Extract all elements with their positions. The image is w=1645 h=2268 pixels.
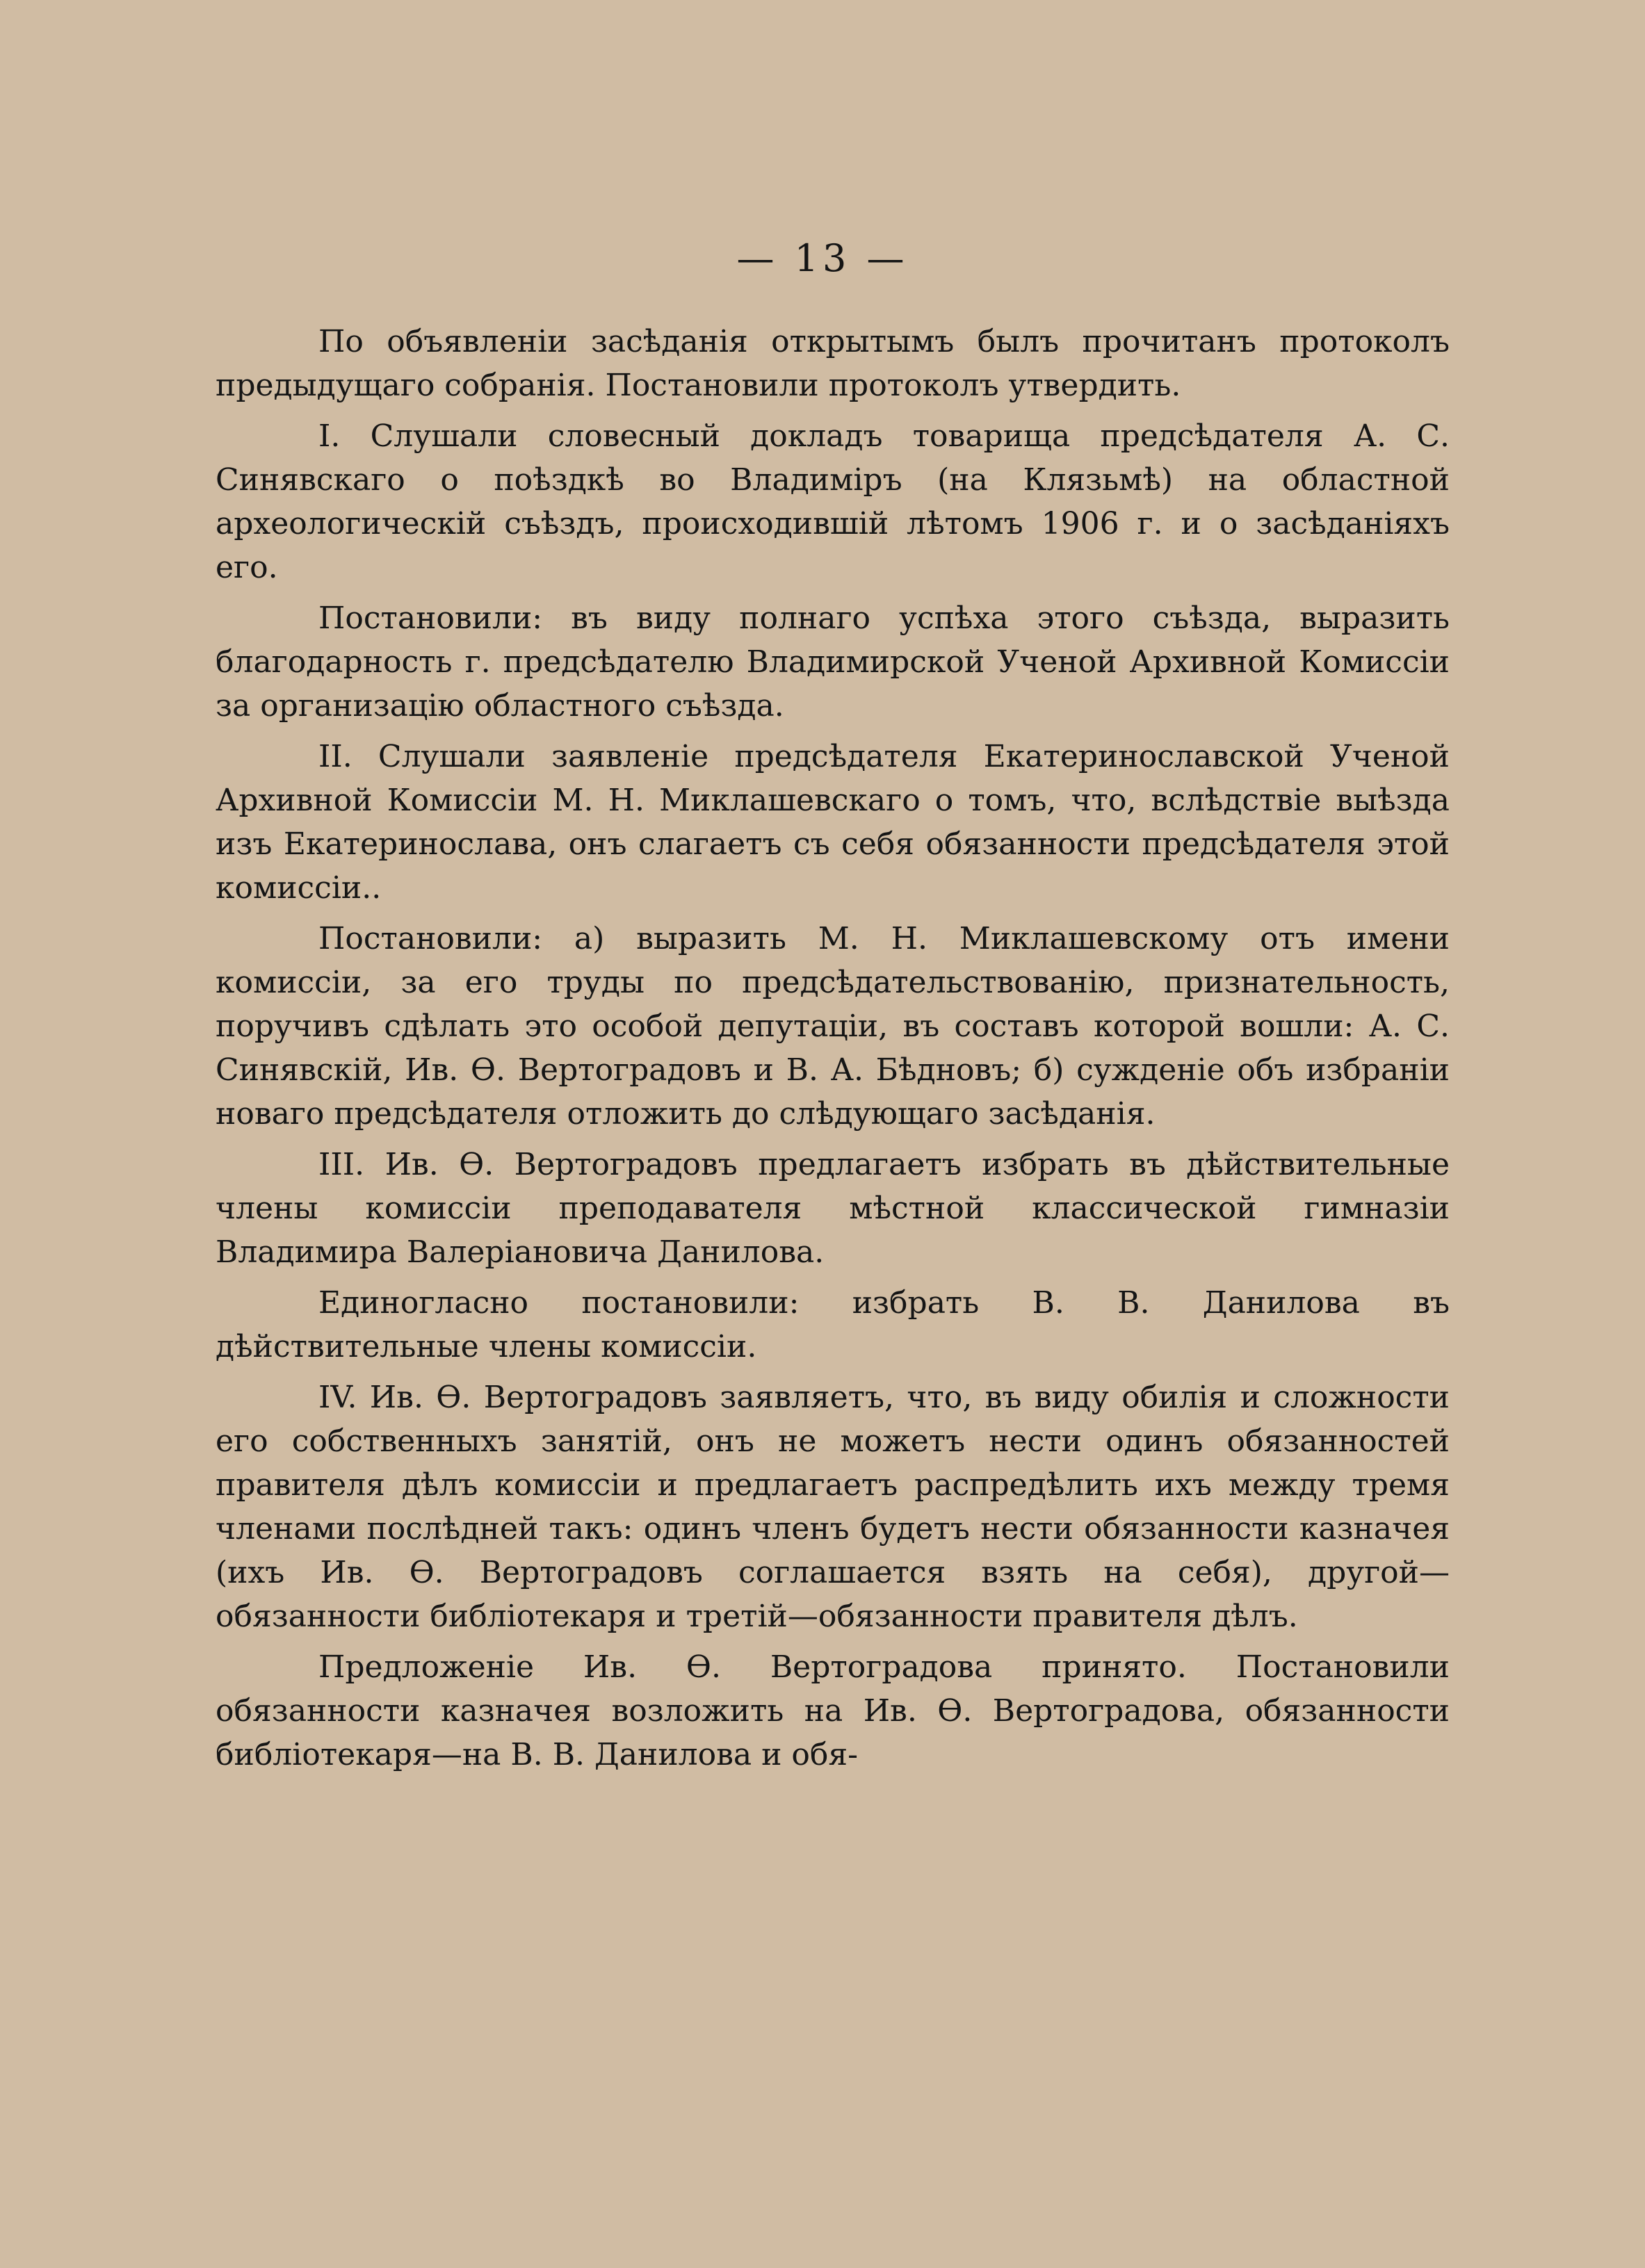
body-text xyxy=(216,320,1450,1784)
paragraph-resolution-1: Постановили: въ виду полнаго успѣха этого съѣзда, выразить благодарность г. предсѣдателю Владимирской Ученой Архивной Комиссіи за организацію областного съѣзда. xyxy=(216,601,1450,724)
paragraph-resolution-3: Единогласно постановили: избрать В. В. Данилова въ дѣйствительные члены комиссіи. xyxy=(216,1285,1450,1364)
page-number: — 13 — xyxy=(736,236,909,280)
paragraph-opening: По объявленіи засѣданія открытымъ былъ прочитанъ протоколъ предыдущаго собранія. Постановили протоколъ утвердить. xyxy=(216,324,1450,403)
paragraph-item-4: IV. Ив. Ѳ. Вертоградовъ заявляетъ, что, въ виду обилія и сложности его собственныхъ занятій, онъ не можетъ нести одинъ обязанностей правителя дѣлъ комиссіи и предлагаетъ распредѣлить ихъ между тремя членами послѣдней такъ: одинъ членъ будетъ нести обязанности казначея (ихъ Ив. Ѳ. Вертоградовъ соглашается взять на себя), другой— обязанности библіотекаря и третій—обязанности правителя дѣлъ. xyxy=(216,1380,1450,1634)
paragraph-item-2: II. Слушали заявленіе предсѣдателя Екатеринославской Ученой Архивной Комиссіи М. Н. Миклашевскаго о томъ, что, вслѣдствіе выѣзда изъ Екатеринослава, онъ слагаетъ съ себя обязанности предсѣдателя этой комиссіи.. xyxy=(216,739,1450,906)
paragraph-resolution-2: Постановили: а) выразить М. Н. Миклашевскому отъ имени комиссіи, за его труды по предсѣдательствованію, признательность, поручивъ сдѣлать это особой депутаціи, въ составъ которой вошли: А. С. Синявскій, Ив. Ѳ. Вертоградовъ и В. А. Бѣдновъ; б) сужденіе объ избраніи новаго предсѣдателя отложить до слѣдующаго засѣданія. xyxy=(216,921,1450,1132)
paragraph-resolution-4: Предложеніе Ив. Ѳ. Вертоградова принято. Постановили обязанности казначея возложить на Ив. Ѳ. Вертоградова, обязанности библіотекаря—на В. В. Данилова и обя- xyxy=(216,1649,1450,1772)
paragraph-item-3: III. Ив. Ѳ. Вертоградовъ предлагаетъ избрать въ дѣйствительные члены комиссіи преподавателя мѣстной классической гимназіи Владимира Валеріановича Данилова. xyxy=(216,1147,1450,1270)
paragraph-item-1: I. Слушали словесный докладъ товарища предсѣдателя А. С. Синявскаго о поѣздкѣ во Владиміръ (на Клязьмѣ) на областной археологическій съѣздъ, происходившій лѣтомъ 1906 г. и о засѣданіяхъ его. xyxy=(216,418,1450,585)
